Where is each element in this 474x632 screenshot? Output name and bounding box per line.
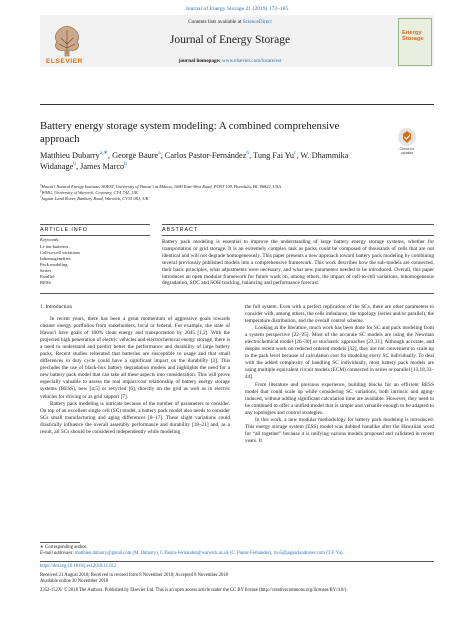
homepage-prefix: journal homepage: xyxy=(178,58,222,64)
footnote-rule xyxy=(40,542,80,543)
author-affiliation-mark[interactable]: a xyxy=(158,150,161,157)
article-title: Battery energy storage system modeling: A combined comprehensive approach xyxy=(40,120,340,145)
email-addresses[interactable]: matthieu.dubarry@gmail.com (M. Dubarry), C.Pastor-Fernandez@warwick.ac.uk (C. Pastor-Fernández), tyu5@jaguarlandrover.com (T.F. Yu). xyxy=(74,551,344,556)
keyword-item: Parallel xyxy=(40,274,55,279)
body-column-right xyxy=(245,304,434,445)
affiliation-mark: a xyxy=(40,182,42,187)
section-heading: 1. Introduction xyxy=(40,304,73,310)
body-paragraph: From literature and previous experience, building blocks for an efficient BESS model that could scale up while considering SC variations, both intrinsic and aging-induced, without adding significant calculation time are available. However, they need to be combined to offer a unified model that is simple and versatile enough to be adapted to any topologies and control strategies. xyxy=(245,381,434,416)
keywords-label: Keywords: xyxy=(40,237,60,242)
author-name: Matthieu Dubarry xyxy=(40,151,100,160)
article-info-heading: ARTICLE INFO xyxy=(40,227,88,233)
elsevier-tree-logo xyxy=(47,20,87,58)
journal-title: Journal of Energy Storage xyxy=(169,34,291,46)
article-info-rule xyxy=(40,224,150,225)
author-name: Tung Fai Yu xyxy=(253,151,294,160)
author-list: Matthieu Dubarry$^{a,∗}$, George Baure$^a$, Carlos Pastor-Fernández$^b$, Tung Fai Yu$^c$, W. Dhammika Widanage$^b$, James Marco$^b$ xyxy=(40,150,349,171)
contents-prefix: Contents lists available at xyxy=(188,19,243,25)
affiliation-text: Hawai'i Natural Energy Institute, SOEST, University of Hawai'i at Mānoa, 1680 East-West Road, POST 109, Honolulu, HI, 96822, USA xyxy=(41,184,281,189)
affiliations xyxy=(40,184,380,202)
abstract-rule xyxy=(162,224,434,225)
body-paragraph: Battery pack modeling is intricate because of the number of parameters to consider. On top of an excellent single cell (SC) model, a battery pack model also needs to consider SCs small manufacturing and aging differences [8–17]. These slight variations could drastically influence the overall assembly performance and durability [18–21] and, as a result, all SCs should be considered independently while modeling xyxy=(40,400,230,435)
crossmark-icon[interactable] xyxy=(398,128,416,146)
affiliation-mark: c xyxy=(40,194,42,199)
homepage-line xyxy=(100,58,360,64)
affiliation-text: Jaguar Land Rover, Banbury Road, Warwick, CV35 0XJ, UK xyxy=(41,195,149,201)
body-paragraph: Looking at the literature, much work has been done for SC and pack modeling from a system perspective [22–25]. Most of the accurate SC models are using the Newman electrochemical model [26–30] or stochastic approaches [23,31]. Although accurate, and despite recent work on reduced ordered models [32], they are not convenient to scale up to the pack level because of calculation cost for modeling every SC individually. To deal with the added complexity of handling SC individually, most battery pack models are using multiple equivalent circuit models (ECM) connected in series or parallel [13,18,33–44]. xyxy=(245,325,434,381)
received-dates: Received 21 August 2018; Received in revised form 8 November 2018; Accepted 8 November 2018 xyxy=(40,573,228,578)
author-name: George Baure xyxy=(112,151,159,160)
body-paragraph: In this work, a new modular methodology for battery pack modeling is introduced. This energy storage system (ESS) model was dubbed hanalike after the Hawaiian word for “all together” because it is unifying various models proposed and validated in recent years. It xyxy=(245,416,434,444)
corresponding-note: ∗ Corresponding author. xyxy=(40,545,88,550)
footer-divider xyxy=(40,561,434,562)
article-info-rule-2 xyxy=(40,235,150,236)
journal-cover-image[interactable] xyxy=(398,18,432,66)
author-affiliation-mark[interactable]: b xyxy=(73,161,76,168)
author-affiliation-mark[interactable]: c xyxy=(294,150,297,157)
abstract-rule-2 xyxy=(162,235,434,236)
contents-line xyxy=(100,19,360,25)
keywords-list xyxy=(40,244,80,286)
keyword-item: Pack modeling xyxy=(40,262,68,267)
cover-title: Energy Storage xyxy=(402,30,424,42)
body-column-left xyxy=(40,316,230,436)
available-online: Available online 30 November 2018 xyxy=(40,579,109,584)
keyword-item: BESS xyxy=(40,280,51,285)
email-line xyxy=(40,551,434,557)
author-name: W. Dhammika Widanage xyxy=(40,151,349,171)
abstract-text: Battery pack modeling is essential to improve the understanding of large battery energy storage systems, whether for transportation or grid storage. It is an extremely complex task as packs could be composed of thousands of cells that are not identical and will not degrade homogeneously. This paper presents a new approach toward battery pack modeling by combining several previously published models into a comprehensive framework. This work describes how the sub-models are connected, their basic principles, what adjustments were necessary, and what new parameters needed to be introduced. Overall, this paper introduces an open modular framework for future work on, among others, the impact of cell-to-cell variations, inhomogeneous degradation, SOC and SOH tracking, balancing and performance forecast. xyxy=(162,239,434,287)
keyword-item: Inhomogeneities xyxy=(40,256,71,261)
author-name: Carlos Pastor-Fernández xyxy=(164,151,247,160)
journal-citation[interactable]: Journal of Energy Storage 21 (2019) 172–185 xyxy=(185,6,289,12)
affiliation-item xyxy=(40,196,380,202)
abstract-bottom-rule xyxy=(40,293,434,294)
email-label: E-mail addresses: xyxy=(40,551,74,556)
header-divider xyxy=(40,104,434,105)
author-affiliation-mark[interactable]: b xyxy=(246,150,250,157)
keyword-item: Li-ion batteries xyxy=(40,244,69,249)
keyword-item: Cell-to-cell variations xyxy=(40,250,81,255)
author-affiliation-mark[interactable]: b xyxy=(124,161,127,168)
sciencedirect-link[interactable]: ScienceDirect xyxy=(242,19,272,25)
publisher-name: ELSEVIER xyxy=(46,58,83,65)
body-paragraph: the full system. Even with a perfect replication of the SCs, there are other parameters to consider with, among others, the cells imbalance, the topology (series and/or parallel), the temperature distribution, and the overall control scheme. xyxy=(245,304,434,325)
abstract-heading: ABSTRACT xyxy=(162,227,198,233)
crossmark-label[interactable]: Check for updates xyxy=(399,147,415,155)
author-affiliation-mark[interactable]: a,∗ xyxy=(99,150,108,157)
affiliation-text: WMG, University of Warwick, Coventry, CV4 7AL, UK xyxy=(41,189,138,195)
license-text: 2352-152X/ © 2018 The Authors. Published by Elsevier Ltd. This is an open access article under the CC BY license (http://creativecommons.org/licenses/BY/4.0/). xyxy=(40,588,348,593)
author-name: James Marco xyxy=(80,162,125,171)
affiliation-mark: b xyxy=(40,188,42,193)
keyword-item: Series xyxy=(40,268,52,273)
body-paragraph: In recent years, there has been a great momentum of aggressive goals towards cleaner energy portfolios from stakeholders, local or federal. For example, the state of Hawai'i have goals of 100% clean energy and transportation by 2045 [1,2]. With the projected high penetration of electric vehicles and electrochemical energy storage, there is a need to understand and predict better the performance and durability of large battery packs. Recent studies reiterated that batteries are susceptible to usage and that small differences in duty cycle could have a significant impact on the durability [3]. This precludes the use of black-box battery degradation models and highlights the need for a new battery pack model that can take all these aspects into consideration. This will prove especially valuable to assess the real impact/cost relationship of battery energy storage systems (BESS), new [4,5] or recycled [6], directly on the grid as well as in electric vehicles for driving or as grid support [7]. xyxy=(40,316,230,400)
doi-link[interactable]: https://doi.org/10.1016/j.est.2018.11.012 xyxy=(40,564,117,569)
homepage-link[interactable]: www.elsevier.com/locate/est xyxy=(221,58,282,64)
